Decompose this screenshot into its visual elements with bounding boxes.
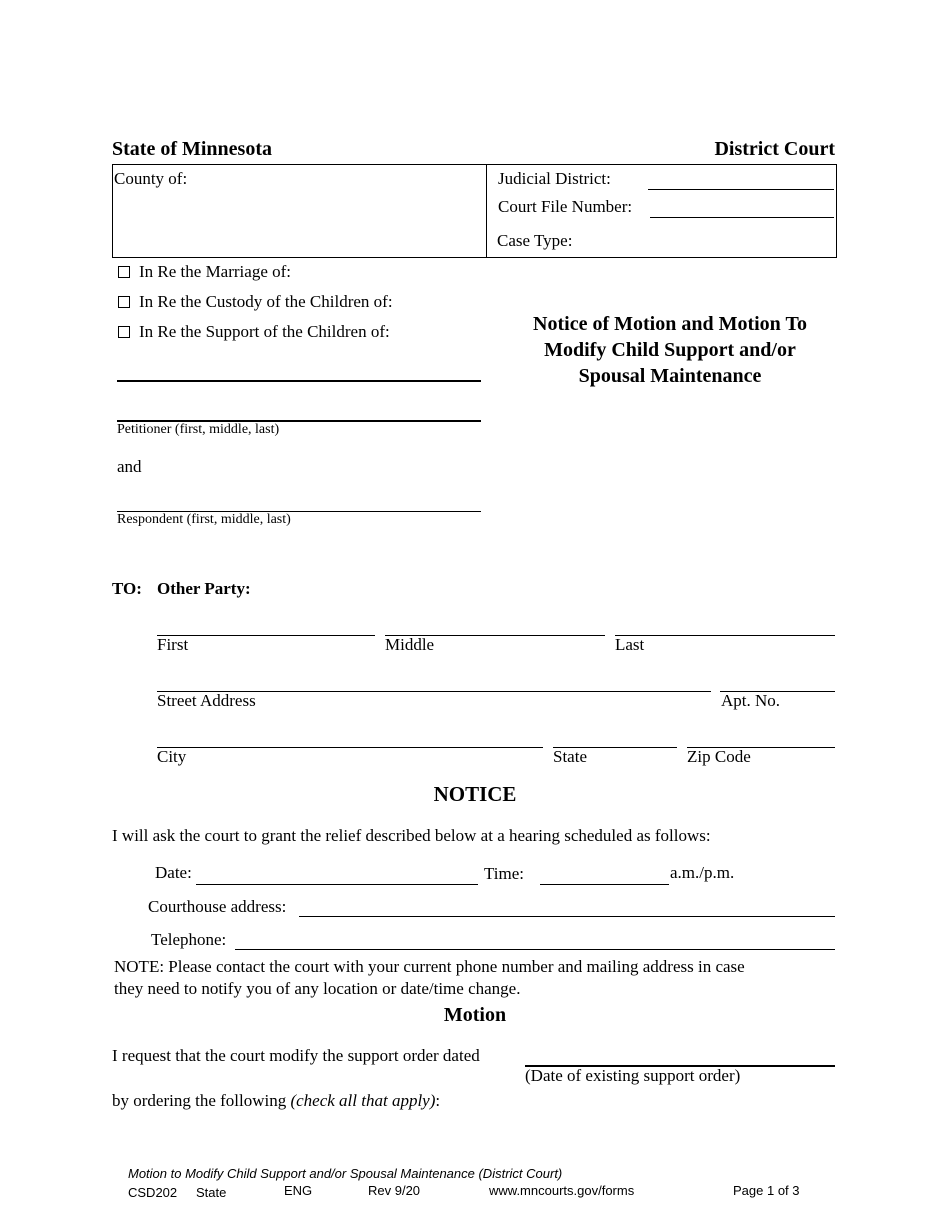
notice-heading: NOTICE [433,782,517,806]
city-field[interactable] [157,747,543,748]
respondent-label: Respondent (first, middle, last) [117,512,291,527]
county-label: County of: [114,169,188,188]
and-text: and [117,457,142,476]
city-label: City [157,747,187,766]
judicial-district-label: Judicial District: [498,169,611,188]
support-checkbox[interactable] [118,326,130,338]
footer-jurisdiction: State [196,1185,227,1200]
telephone-field[interactable] [235,949,835,950]
telephone-label: Telephone: [151,930,227,949]
footer-website[interactable]: www.mncourts.gov/forms [489,1183,635,1198]
form-title-line1: Notice of Motion and Motion To [533,313,807,335]
support-order-date-caption: (Date of existing support order) [525,1066,741,1085]
courthouse-address-field[interactable] [299,916,835,917]
footer-form-code: CSD202 [128,1185,178,1200]
courthouse-address-label: Courthouse address: [148,897,287,916]
support-option-label: In Re the Support of the Children of: [139,322,390,341]
date-label: Date: [155,863,192,882]
note-line-2: they need to notify you of any location or date/time change. [114,979,521,998]
hearing-date-field[interactable] [196,884,478,885]
ordering-text-italic: (check all that apply) [290,1091,436,1110]
first-label: First [157,635,189,654]
ordering-text-main: by ordering the following [112,1091,291,1110]
custody-option-label: In Re the Custody of the Children of: [139,292,393,311]
form-title-line3: Spousal Maintenance [578,365,762,387]
state-heading: State of Minnesota [112,138,272,160]
motion-request-text: I request that the court modify the support order dated [112,1046,480,1065]
street-address-label: Street Address [157,691,256,710]
court-heading: District Court [714,138,835,160]
first-name-field[interactable] [157,635,375,636]
last-label: Last [615,635,645,654]
ampm-label: a.m./p.m. [670,863,735,882]
ordering-text [112,1091,440,1111]
judicial-district-field[interactable] [648,171,834,190]
footer-page-number: Page 1 of 3 [733,1183,800,1198]
last-name-field[interactable] [615,635,835,636]
footer-revision: Rev 9/20 [368,1183,421,1198]
zip-code-label: Zip Code [687,747,751,766]
note-line-1: NOTE: Please contact the court with your current phone number and mailing address in case [114,957,745,976]
marriage-option-label: In Re the Marriage of: [139,262,291,281]
form-title [490,311,850,389]
notice-intro: I will ask the court to grant the relief described below at a hearing scheduled as follows: [112,826,711,845]
custody-checkbox[interactable] [118,296,130,308]
caption-divider [486,165,487,257]
footer-language: ENG [284,1183,313,1198]
middle-label: Middle [385,635,435,654]
time-label: Time: [484,864,525,883]
petitioner-name-field-1[interactable] [117,380,481,382]
form-title-line2: Modify Child Support and/or [544,339,796,361]
footer-title: Motion to Modify Child Support and/or Spousal Maintenance (District Court) [128,1166,563,1181]
court-file-number-field[interactable] [650,199,834,218]
case-type-label: Case Type: [497,231,573,250]
to-label: TO: [112,579,142,598]
other-party-label: Other Party: [157,579,251,598]
apt-no-label: Apt. No. [721,691,781,710]
marriage-checkbox[interactable] [118,266,130,278]
motion-heading: Motion [443,1004,507,1026]
petitioner-label: Petitioner (first, middle, last) [117,422,280,437]
ordering-text-end: : [435,1091,441,1110]
court-file-number-label: Court File Number: [498,197,633,216]
hearing-time-field[interactable] [540,884,669,885]
caption-box [112,164,837,258]
state-label: State [553,747,587,766]
